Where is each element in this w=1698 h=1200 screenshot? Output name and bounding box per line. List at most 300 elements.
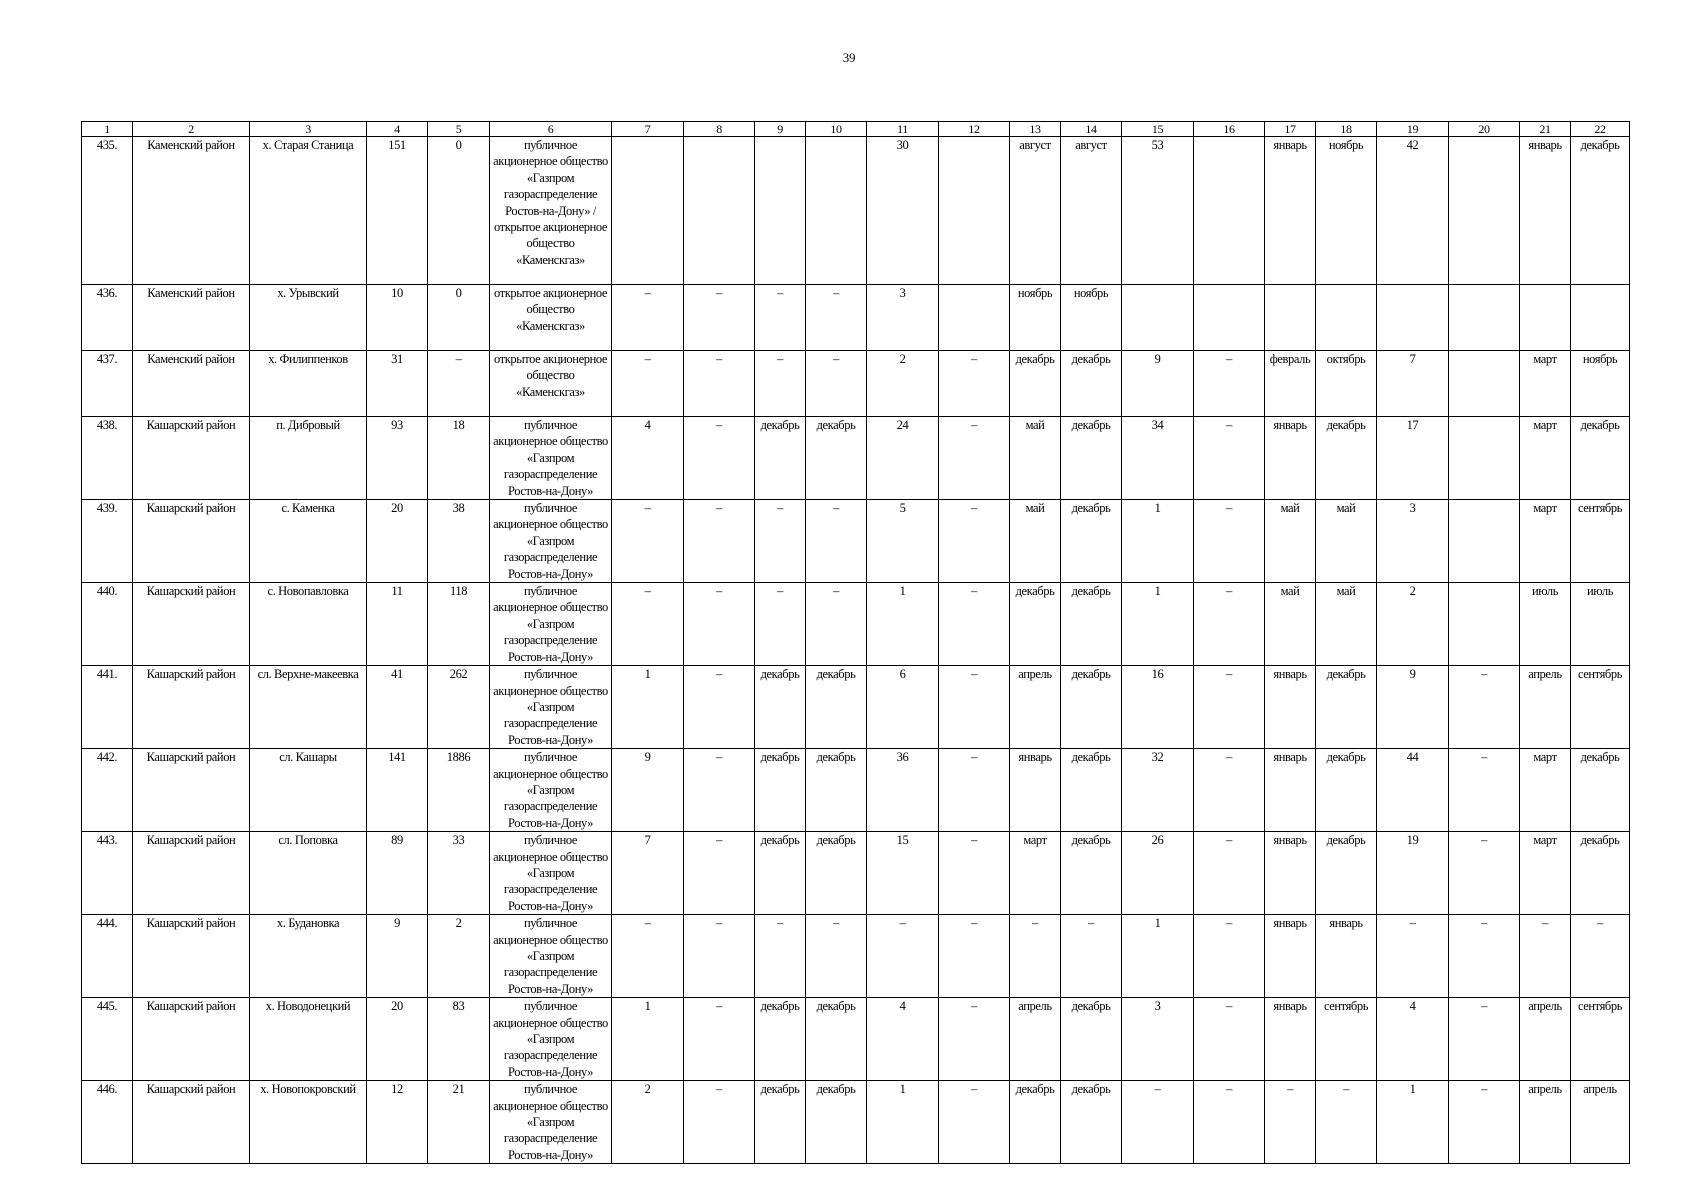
table-row [82,500,1630,583]
table-cell: – [612,583,684,666]
table-cell: август [1061,137,1122,285]
table-cell: сл. Поповка [250,832,367,915]
table-cell: 36 [867,749,939,832]
table-row [82,137,1630,285]
table-cell: 1 [1122,915,1194,998]
table-cell: январь [1316,915,1377,998]
table-cell: 2 [867,351,939,417]
table-cell: 20 [367,500,428,583]
table-cell: х. Новопокровский [250,1081,367,1164]
table-cell: – [755,285,806,351]
column-number-cell: 2 [133,122,250,137]
table-cell: – [1571,915,1630,998]
table-cell: – [1449,832,1520,915]
table-cell: 17 [1377,417,1449,500]
table-cell: – [1316,1081,1377,1164]
table-cell: октябрь [1316,351,1377,417]
table-cell [1449,417,1520,500]
table-cell: – [806,915,867,998]
table-cell: декабрь [1316,749,1377,832]
table-cell: Каменский район [133,137,250,285]
table-cell [755,137,806,285]
table-cell: декабрь [1061,832,1122,915]
table-cell: декабрь [806,1081,867,1164]
table-cell [1449,285,1520,351]
table-cell: май [1265,583,1316,666]
table-cell: апрель [1571,1081,1630,1164]
table-cell: май [1010,500,1061,583]
table-cell: – [612,500,684,583]
table-cell: ноябрь [1010,285,1061,351]
table-cell: январь [1010,749,1061,832]
table-cell: х. Будановка [250,915,367,998]
column-number-cell: 18 [1316,122,1377,137]
table-cell: Кашарский район [133,998,250,1081]
table-cell: декабрь [1571,137,1630,285]
table-cell [1571,285,1630,351]
column-number-cell: 12 [939,122,1010,137]
table-cell: – [612,285,684,351]
column-number-cell: 20 [1449,122,1520,137]
table-cell: 16 [1122,666,1194,749]
table-row [82,666,1630,749]
table-cell: декабрь [1571,749,1630,832]
table-cell: 1 [1122,583,1194,666]
table-cell [1377,285,1449,351]
table-cell: декабрь [1061,351,1122,417]
table-cell: декабрь [806,832,867,915]
table-cell: 439. [82,500,133,583]
table-cell: 262 [428,666,490,749]
table-cell [806,137,867,285]
table-cell: Кашарский район [133,1081,250,1164]
table-cell: – [939,351,1010,417]
table-cell: 44 [1377,749,1449,832]
column-number-cell: 1 [82,122,133,137]
table-cell: 444. [82,915,133,998]
table-cell: июль [1571,583,1630,666]
column-number-cell: 13 [1010,122,1061,137]
table-cell: декабрь [1061,998,1122,1081]
column-number-cell: 17 [1265,122,1316,137]
table-cell: март [1010,832,1061,915]
table-cell: 9 [1122,351,1194,417]
table-cell: Кашарский район [133,915,250,998]
table-cell: декабрь [1061,1081,1122,1164]
column-number-cell: 21 [1520,122,1571,137]
table-cell: декабрь [1316,832,1377,915]
table-cell: – [755,915,806,998]
table-cell: – [755,500,806,583]
column-number-cell: 15 [1122,122,1194,137]
table-cell: март [1520,500,1571,583]
table-cell: январь [1520,137,1571,285]
column-number-cell: 11 [867,122,939,137]
column-number-cell: 4 [367,122,428,137]
table-cell: январь [1265,137,1316,285]
table-cell: 93 [367,417,428,500]
table-cell: 1 [867,583,939,666]
table-cell: июль [1520,583,1571,666]
table-cell: – [1010,915,1061,998]
table-cell: апрель [1520,666,1571,749]
table-cell: 436. [82,285,133,351]
table-cell: публичное акционерное общество «Газпром газораспределение Ростов-на-Дону» [490,832,612,915]
table-cell: декабрь [755,749,806,832]
table-cell: декабрь [806,998,867,1081]
table-cell: публичное акционерное общество «Газпром газораспределение Ростов-на-Дону» [490,998,612,1081]
table-cell: – [1194,417,1265,500]
table-cell: ноябрь [1571,351,1630,417]
table-cell: 9 [367,915,428,998]
table-cell: открытое акционерное общество «Каменскгаз» [490,285,612,351]
table-cell: апрель [1010,666,1061,749]
table-cell: – [939,500,1010,583]
table-cell: декабрь [755,832,806,915]
column-number-cell: 8 [684,122,755,137]
table-cell: 32 [1122,749,1194,832]
table-cell: – [1194,1081,1265,1164]
table-cell: 443. [82,832,133,915]
table-cell: – [1194,666,1265,749]
table-cell: – [1194,749,1265,832]
table-cell: 42 [1377,137,1449,285]
column-number-row [82,122,1630,137]
table-cell: 2 [612,1081,684,1164]
table-cell: декабрь [1061,666,1122,749]
table-cell: 20 [367,998,428,1081]
table-cell: 3 [1122,998,1194,1081]
table-cell: 446. [82,1081,133,1164]
table-cell: 2 [1377,583,1449,666]
table-cell: – [939,417,1010,500]
table-cell: май [1265,500,1316,583]
table-cell: – [1122,1081,1194,1164]
table-cell: – [1194,915,1265,998]
table-cell: 33 [428,832,490,915]
table-cell: май [1010,417,1061,500]
table-cell: апрель [1520,998,1571,1081]
table-cell [1449,583,1520,666]
table-cell: сентябрь [1571,500,1630,583]
table-cell: – [1061,915,1122,998]
table-cell [939,285,1010,351]
table-cell: декабрь [1316,417,1377,500]
table-cell [1449,351,1520,417]
table-cell: – [684,351,755,417]
table-cell: 1 [612,666,684,749]
table-cell: – [684,749,755,832]
table-cell: 3 [867,285,939,351]
table-cell: – [939,749,1010,832]
table-cell: сентябрь [1571,666,1630,749]
table-cell: – [1449,915,1520,998]
table-row [82,351,1630,417]
table-cell: 441. [82,666,133,749]
table-cell: декабрь [755,998,806,1081]
table-cell: 141 [367,749,428,832]
table-cell: 437. [82,351,133,417]
table-cell: – [1265,1081,1316,1164]
table-cell: 1 [1377,1081,1449,1164]
table-row [82,1081,1630,1164]
table-cell: декабрь [1010,1081,1061,1164]
table-cell: – [1449,998,1520,1081]
table-cell: 19 [1377,832,1449,915]
table-cell: – [867,915,939,998]
table-cell: ноябрь [1316,137,1377,285]
table-cell: – [755,351,806,417]
table-cell: 10 [367,285,428,351]
table-cell: 0 [428,137,490,285]
column-number-cell: 22 [1571,122,1630,137]
table-cell: декабрь [1061,500,1122,583]
table-cell: январь [1265,998,1316,1081]
table-cell: – [939,915,1010,998]
table-cell: 83 [428,998,490,1081]
table-cell: х. Урывский [250,285,367,351]
table-cell: Кашарский район [133,832,250,915]
table-cell [1520,285,1571,351]
table-cell: – [939,666,1010,749]
table-cell: 435. [82,137,133,285]
table-cell: публичное акционерное общество «Газпром газораспределение Ростов-на-Дону» / открытое акционерное общество «Каменскгаз» [490,137,612,285]
table-cell: март [1520,351,1571,417]
table-cell: август [1010,137,1061,285]
table-cell: 6 [867,666,939,749]
table-cell [1194,285,1265,351]
column-number-cell: 19 [1377,122,1449,137]
table-cell: Кашарский район [133,666,250,749]
table-cell: – [1194,832,1265,915]
table-row [82,832,1630,915]
table-cell: декабрь [755,417,806,500]
table-cell: январь [1265,915,1316,998]
table-cell: апрель [1520,1081,1571,1164]
table-cell: открытое акционерное общество «Каменскгаз» [490,351,612,417]
table-cell: 438. [82,417,133,500]
table-cell: январь [1265,666,1316,749]
table-cell: март [1520,749,1571,832]
table-cell: 4 [612,417,684,500]
table-cell: 21 [428,1081,490,1164]
table-cell: декабрь [1571,832,1630,915]
table-cell: с. Каменка [250,500,367,583]
table-cell: 442. [82,749,133,832]
table-cell: 11 [367,583,428,666]
table-cell: сентябрь [1316,998,1377,1081]
table-cell: публичное акционерное общество «Газпром газораспределение Ростов-на-Дону» [490,583,612,666]
table-cell: 26 [1122,832,1194,915]
table-cell: – [684,1081,755,1164]
table-cell: – [684,832,755,915]
table-cell: – [939,832,1010,915]
table-cell: – [1449,666,1520,749]
table-cell: – [1449,1081,1520,1164]
table-cell: 1886 [428,749,490,832]
table-cell: 12 [367,1081,428,1164]
table-cell: декабрь [806,749,867,832]
table-cell [1122,285,1194,351]
table-cell: – [1194,500,1265,583]
column-number-cell: 3 [250,122,367,137]
table-cell [1265,285,1316,351]
table-cell: – [1377,915,1449,998]
table-cell: 89 [367,832,428,915]
table-cell: публичное акционерное общество «Газпром газораспределение Ростов-на-Дону» [490,666,612,749]
table-cell: 31 [367,351,428,417]
data-table [81,121,1630,1164]
column-number-cell: 14 [1061,122,1122,137]
table-cell: 9 [1377,666,1449,749]
table-cell: 15 [867,832,939,915]
table-cell: – [684,417,755,500]
table-cell: – [806,351,867,417]
table-cell: декабрь [1316,666,1377,749]
table-cell: 18 [428,417,490,500]
table-cell: – [684,583,755,666]
table-cell: январь [1265,417,1316,500]
table-cell [612,137,684,285]
table-cell: 24 [867,417,939,500]
table-cell: – [684,998,755,1081]
table-row [82,998,1630,1081]
column-number-cell: 10 [806,122,867,137]
table-cell: – [939,583,1010,666]
table-cell: – [612,915,684,998]
table-cell: 2 [428,915,490,998]
column-number-cell: 16 [1194,122,1265,137]
table-cell: декабрь [1061,417,1122,500]
table-cell: 38 [428,500,490,583]
table-cell: – [806,500,867,583]
table-cell: публичное акционерное общество «Газпром газораспределение Ростов-на-Дону» [490,417,612,500]
table-row [82,749,1630,832]
table-cell: март [1520,832,1571,915]
table-cell: 3 [1377,500,1449,583]
table-cell: – [806,285,867,351]
table-cell: декабрь [1571,417,1630,500]
table-row [82,285,1630,351]
table-cell: – [684,915,755,998]
table-cell: 4 [867,998,939,1081]
table-cell: 34 [1122,417,1194,500]
column-number-cell: 9 [755,122,806,137]
table-cell: декабрь [1061,583,1122,666]
table-cell: 7 [1377,351,1449,417]
table-cell [1316,285,1377,351]
table-cell: январь [1265,832,1316,915]
table-cell: публичное акционерное общество «Газпром газораспределение Ростов-на-Дону» [490,500,612,583]
table-cell: май [1316,500,1377,583]
table-cell: – [755,583,806,666]
table-cell: 9 [612,749,684,832]
table-cell: апрель [1010,998,1061,1081]
table-cell: 30 [867,137,939,285]
table-cell: – [939,998,1010,1081]
table-cell: декабрь [755,666,806,749]
column-number-cell: 7 [612,122,684,137]
table-cell: – [939,1081,1010,1164]
table-cell: сл. Кашары [250,749,367,832]
table-cell: Кашарский район [133,417,250,500]
table-cell: Кашарский район [133,583,250,666]
table-cell: – [806,583,867,666]
table-cell: – [1520,915,1571,998]
page-number: 39 [842,50,856,65]
table-cell: декабрь [755,1081,806,1164]
table-cell: 7 [612,832,684,915]
table-cell: март [1520,417,1571,500]
table-cell: Кашарский район [133,500,250,583]
table-cell: май [1316,583,1377,666]
table-cell: декабрь [1061,749,1122,832]
table-cell: декабрь [806,666,867,749]
table-cell: 445. [82,998,133,1081]
table-cell: 1 [1122,500,1194,583]
table-cell [1449,137,1520,285]
table-cell: публичное акционерное общество «Газпром газораспределение Ростов-на-Дону» [490,915,612,998]
table-cell: – [684,666,755,749]
table-cell: 440. [82,583,133,666]
table-cell: х. Новодонецкий [250,998,367,1081]
table-cell: х. Филиппенков [250,351,367,417]
table-row [82,915,1630,998]
table-cell [684,137,755,285]
table-cell: – [1194,351,1265,417]
table-cell: Кашарский район [133,749,250,832]
table-cell: декабрь [806,417,867,500]
table-cell: декабрь [1010,583,1061,666]
table-cell: февраль [1265,351,1316,417]
table-cell: – [428,351,490,417]
table-cell: Каменский район [133,351,250,417]
table-cell: – [1194,583,1265,666]
table-cell [1449,500,1520,583]
table-cell: х. Старая Станица [250,137,367,285]
table-cell: 5 [867,500,939,583]
table-cell: январь [1265,749,1316,832]
table-cell [1194,137,1265,285]
table-cell: – [1194,998,1265,1081]
column-number-cell: 6 [490,122,612,137]
table-row [82,417,1630,500]
table-cell [939,137,1010,285]
table-cell: – [1449,749,1520,832]
table-cell: сентябрь [1571,998,1630,1081]
table-cell: 53 [1122,137,1194,285]
table-cell: 1 [612,998,684,1081]
table-cell: публичное акционерное общество «Газпром газораспределение Ростов-на-Дону» [490,1081,612,1164]
table-cell: – [612,351,684,417]
table-cell: 0 [428,285,490,351]
table-cell: п. Дибровый [250,417,367,500]
table-cell: – [684,285,755,351]
table-cell: ноябрь [1061,285,1122,351]
column-number-cell: 5 [428,122,490,137]
table-cell: с. Новопавловка [250,583,367,666]
table-cell: 151 [367,137,428,285]
table-cell: Каменский район [133,285,250,351]
table-cell: декабрь [1010,351,1061,417]
table-cell: сл. Верхне-макеевка [250,666,367,749]
table-cell: 4 [1377,998,1449,1081]
table-cell: 41 [367,666,428,749]
table-row [82,583,1630,666]
table-cell: публичное акционерное общество «Газпром газораспределение Ростов-на-Дону» [490,749,612,832]
table-cell: 118 [428,583,490,666]
table-cell: 1 [867,1081,939,1164]
